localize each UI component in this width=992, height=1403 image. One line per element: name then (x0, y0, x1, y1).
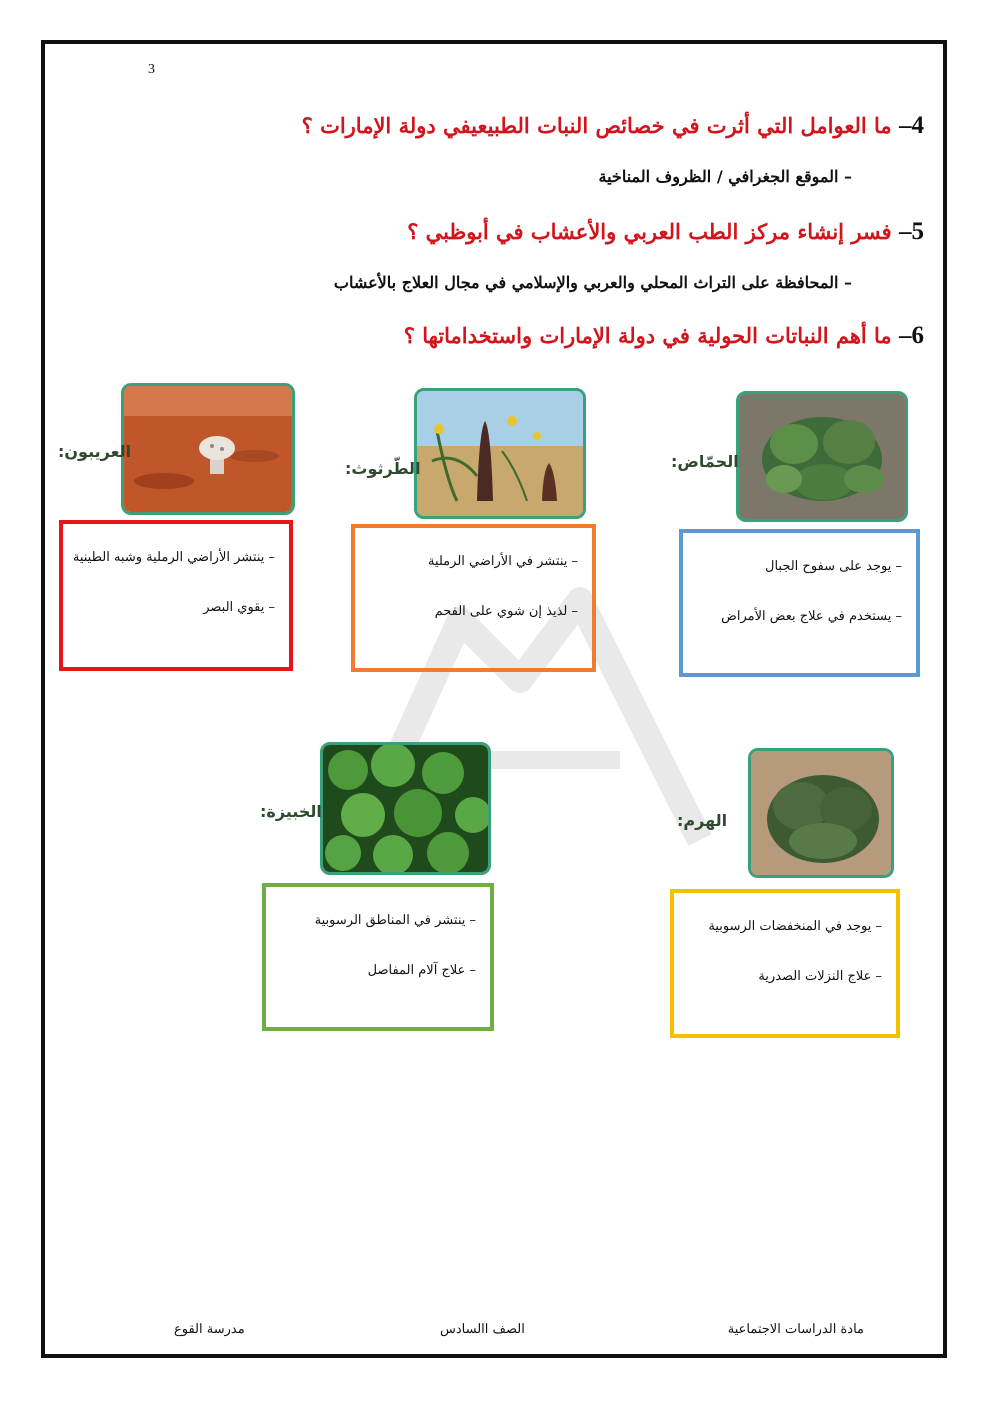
areebun-info-line-1: – ينتشر الأراضي الرملية وشبه الطينية (72, 550, 275, 565)
haram-label: الهرم: (677, 811, 728, 830)
question-number: 4– (899, 112, 924, 139)
hommad-label: الحمّاض: (671, 452, 739, 471)
khubbeiza-info-line-1: – ينتشر في المناطق الرسوبية (314, 913, 476, 928)
tarthuth-info-line-1: – ينتشر في الأراضي الرملية (427, 554, 578, 569)
khubbeiza-info-box (262, 883, 494, 1031)
question-text: فسر إنشاء مركز الطب العربي والأعشاب في أبوظبي ؟ (407, 219, 892, 244)
khubbeiza-label: الخبيزة: (260, 802, 322, 821)
areebun-label: العريبون: (58, 442, 132, 461)
haram-info-box (670, 889, 900, 1038)
footer-grade: الصف االسادس (440, 1322, 525, 1337)
hommad-photo (736, 391, 908, 522)
question-number: 5– (899, 218, 924, 245)
haram-info-line-1: – يوجد في المنخفضات الرسوبية (708, 919, 882, 934)
answer-5: – المحافظة على التراث المحلي والعربي والإسلامي في مجال العلاج بالأعشاب (333, 273, 852, 292)
question-text: ما أهم النباتات الحولية في دولة الإمارات واستخداماتها ؟ (403, 323, 892, 348)
haram-photo (748, 748, 894, 878)
footer-subject: مادة الدراسات الاجتماعية (727, 1322, 864, 1337)
tarthuth-label: الطّرثوث: (345, 459, 421, 478)
hommad-info-line-2: – يستخدم في علاج بعض الأمراض (721, 609, 902, 624)
hommad-info-box (679, 529, 920, 677)
question-text: ما العوامل التي أثرت في خصائص النبات الطبيعيفي دولة الإمارات ؟ (301, 113, 892, 138)
khubbeiza-photo (320, 742, 491, 875)
hommad-info-line-1: – يوجد على سفوح الجبال (765, 559, 902, 574)
page-number: 3 (148, 62, 155, 77)
question-5 (407, 218, 924, 246)
tarthuth-info-box (351, 524, 596, 672)
tarthuth-info-line-2: – لذيذ إن شوي على الفحم (434, 604, 578, 619)
question-number: 6– (899, 322, 924, 349)
areebun-info-line-2: – يقوي البصر (203, 600, 275, 615)
question-4 (302, 112, 924, 140)
haram-info-line-2: – علاج النزلات الصدرية (758, 969, 882, 984)
areebun-info-box (59, 520, 293, 671)
question-6 (404, 322, 924, 350)
areebun-photo (121, 383, 295, 515)
answer-4: – الموقع الجغرافي / الظروف المناخية (598, 167, 852, 186)
tarthuth-photo (414, 388, 586, 519)
footer-school: مدرسة القوع (174, 1322, 245, 1337)
khubbeiza-info-line-2: – علاج آلام المفاصل (367, 963, 476, 978)
